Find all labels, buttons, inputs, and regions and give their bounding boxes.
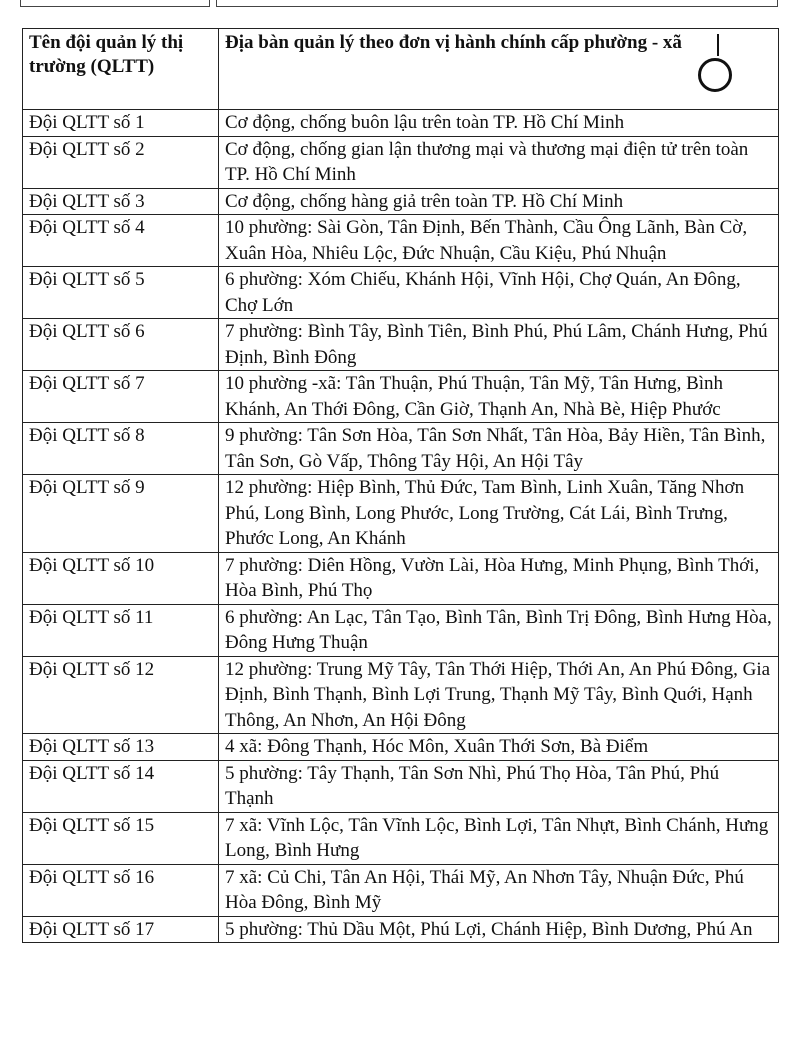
previous-table-cell [216,0,778,7]
previous-table-cell [20,0,210,7]
area-cell: 10 phường -xã: Tân Thuận, Phú Thuận, Tân Mỹ, Tân Hưng, Bình Khánh, An Thới Đông, Cần Giờ, Thạnh An, Nhà Bè, Hiệp Phước [219,371,779,423]
team-name-cell: Đội QLTT số 13 [23,734,219,761]
table-row [23,864,779,916]
area-cell: 4 xã: Đông Thạnh, Hóc Môn, Xuân Thới Sơn, Bà Điểm [219,734,779,761]
circle-annotation-mark [698,58,732,92]
area-cell: 7 xã: Vĩnh Lộc, Tân Vĩnh Lộc, Bình Lợi, Tân Nhựt, Bình Chánh, Hưng Long, Bình Hưng [219,812,779,864]
table-row [23,423,779,475]
area-cell: 7 xã: Củ Chi, Tân An Hội, Thái Mỹ, An Nhơn Tây, Nhuận Đức, Phú Hòa Đông, Bình Mỹ [219,864,779,916]
table-row [23,371,779,423]
area-cell: 12 phường: Hiệp Bình, Thủ Đức, Tam Bình, Linh Xuân, Tăng Nhơn Phú, Long Bình, Long Phước, Long Trường, Cát Lái, Bình Trưng, Phước Long, An Khánh [219,475,779,553]
area-cell: 5 phường: Thủ Dầu Một, Phú Lợi, Chánh Hiệp, Bình Dương, Phú An [219,916,779,943]
area-cell: 9 phường: Tân Sơn Hòa, Tân Sơn Nhất, Tân Hòa, Bảy Hiền, Tân Bình, Tân Sơn, Gò Vấp, Thông Tây Hội, An Hội Tây [219,423,779,475]
team-name-cell: Đội QLTT số 10 [23,552,219,604]
team-name-cell: Đội QLTT số 4 [23,215,219,267]
area-cell: 6 phường: Xóm Chiếu, Khánh Hội, Vĩnh Hội, Chợ Quán, An Đông, Chợ Lớn [219,267,779,319]
team-name-cell: Đội QLTT số 1 [23,110,219,137]
team-name-cell: Đội QLTT số 5 [23,267,219,319]
area-cell: 10 phường: Sài Gòn, Tân Định, Bến Thành, Cầu Ông Lãnh, Bàn Cờ, Xuân Hòa, Nhiêu Lộc, Đức Nhuận, Cầu Kiệu, Phú Nhuận [219,215,779,267]
previous-table-edge [0,0,800,8]
table-row [23,136,779,188]
table-row [23,552,779,604]
team-name-cell: Đội QLTT số 12 [23,656,219,734]
table-row [23,475,779,553]
area-cell: Cơ động, chống gian lận thương mại và thương mại điện tử trên toàn TP. Hồ Chí Minh [219,136,779,188]
area-cell: 5 phường: Tây Thạnh, Tân Sơn Nhì, Phú Thọ Hòa, Tân Phú, Phú Thạnh [219,760,779,812]
area-cell: Cơ động, chống buôn lậu trên toàn TP. Hồ Chí Minh [219,110,779,137]
table-row [23,916,779,943]
team-name-cell: Đội QLTT số 16 [23,864,219,916]
header-team-name: Tên đội quản lý thị trường (QLTT) [23,29,219,110]
table-row [23,267,779,319]
team-name-cell: Đội QLTT số 8 [23,423,219,475]
table-row [23,110,779,137]
team-name-cell: Đội QLTT số 15 [23,812,219,864]
team-name-cell: Đội QLTT số 6 [23,319,219,371]
area-cell: Cơ động, chống hàng giả trên toàn TP. Hồ Chí Minh [219,188,779,215]
header-management-area: Địa bàn quản lý theo đơn vị hành chính cấp phường - xã [219,29,779,110]
team-name-cell: Đội QLTT số 9 [23,475,219,553]
text-cursor [717,34,719,56]
area-cell: 12 phường: Trung Mỹ Tây, Tân Thới Hiệp, Thới An, An Phú Đông, Gia Định, Bình Thạnh, Bình Lợi Trung, Thạnh Mỹ Tây, Bình Quới, Hạnh Thông, An Nhơn, An Hội Đông [219,656,779,734]
table-row [23,319,779,371]
table-row [23,188,779,215]
table-row [23,760,779,812]
team-name-cell: Đội QLTT số 3 [23,188,219,215]
qltt-teams-table [22,28,779,943]
team-name-cell: Đội QLTT số 14 [23,760,219,812]
area-cell: 7 phường: Diên Hồng, Vườn Lài, Hòa Hưng, Minh Phụng, Bình Thới, Hòa Bình, Phú Thọ [219,552,779,604]
table-row [23,734,779,761]
table-row [23,215,779,267]
team-name-cell: Đội QLTT số 2 [23,136,219,188]
team-name-cell: Đội QLTT số 17 [23,916,219,943]
table-row [23,812,779,864]
area-cell: 6 phường: An Lạc, Tân Tạo, Bình Tân, Bình Trị Đông, Bình Hưng Hòa, Đông Hưng Thuận [219,604,779,656]
table-row [23,604,779,656]
table-row [23,656,779,734]
table-header-row [23,29,779,110]
team-name-cell: Đội QLTT số 11 [23,604,219,656]
area-cell: 7 phường: Bình Tây, Bình Tiên, Bình Phú, Phú Lâm, Chánh Hưng, Phú Định, Bình Đông [219,319,779,371]
team-name-cell: Đội QLTT số 7 [23,371,219,423]
